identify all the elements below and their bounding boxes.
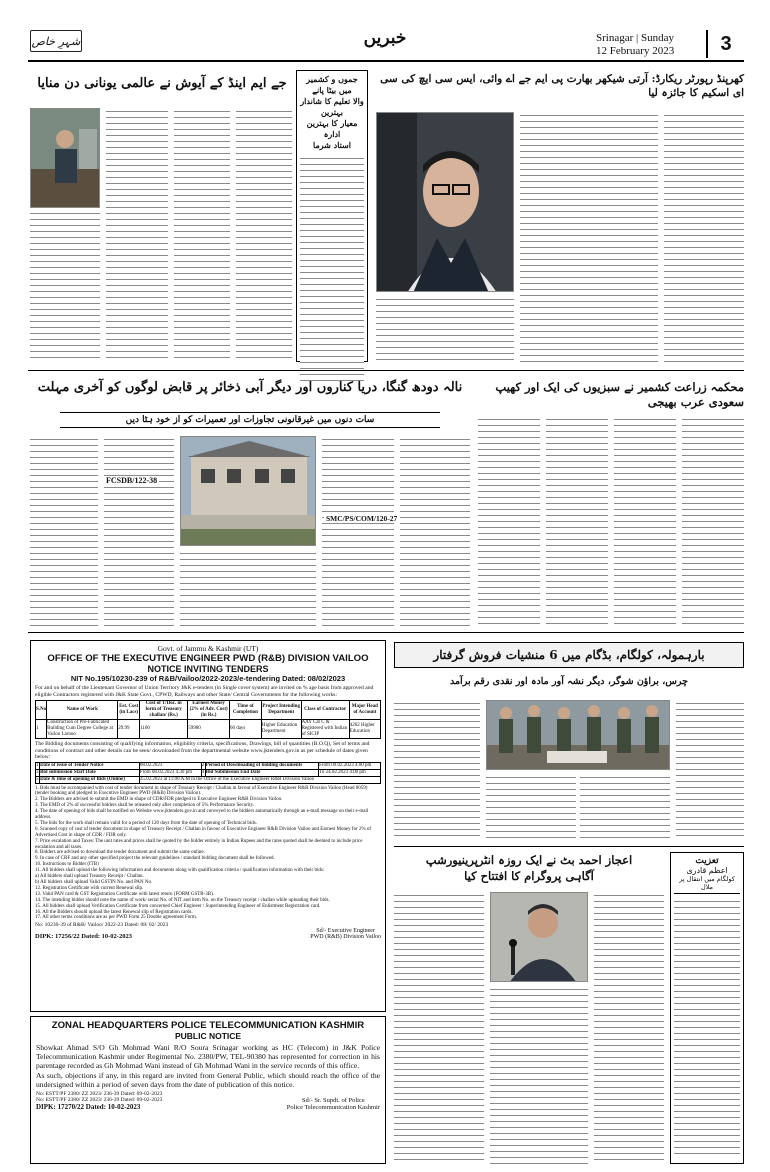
tender-condition-item: 11. All bidders shall upload the following information and documents along with qualification criteria / qualification information with their bids: xyxy=(35,868,325,874)
tender-condition-item: 6. Scanned copy of cost of tender document in shape of Treasury Receipt / Challan in favour of Executive Engineer R&B Division Vailoo and Earnest Money for 2% of Advertised Cost in shape of CDR / FDR only. xyxy=(35,826,372,838)
body-text-column xyxy=(682,416,744,626)
table-row xyxy=(36,720,381,739)
headline-line: آگاہی پروگرام کا افتتاح کیا xyxy=(464,869,594,883)
table-cell: 60 days xyxy=(229,720,261,739)
tender-notice xyxy=(30,640,386,1012)
building-photo xyxy=(180,436,316,546)
section-rule xyxy=(394,846,744,847)
table-header-cell: Time of Completion xyxy=(229,701,261,720)
tender-signatory xyxy=(310,928,381,940)
edition-date: 12 February 2023 xyxy=(596,45,675,57)
subheadline-mid-left: سات دنوں میں غیرقانونی تجاوزات اور تعمیرات کو از خود ہٹا دیں xyxy=(60,412,440,428)
table-cell: 08.02.2023 xyxy=(139,762,201,769)
body-text-column xyxy=(180,550,316,626)
signatory-line: Sd/- Sr. Supdt. of Police xyxy=(301,1097,365,1104)
body-text-column xyxy=(394,700,480,840)
body-text-column xyxy=(30,436,98,626)
workshop-photo xyxy=(30,108,100,208)
table-header-cell: Cost of T/Doc. in form of Treasury challan/ (Rs.) xyxy=(140,701,188,720)
headline-line: جموں و کشمیر میں بیٹا پانے xyxy=(306,74,358,95)
section-rule xyxy=(28,370,744,371)
tender-condition-item: 9. In case of CRF and any other specified project the relevant guidelines / standard bidding document shall be followed. xyxy=(35,856,275,862)
body-text-column xyxy=(30,210,100,358)
tender-condition-item: 10. Instructions to Bidder (ITB) xyxy=(35,862,99,868)
tender-gov-line: Govt. of Jammu & Kashmir (UT) xyxy=(157,644,259,653)
tender-condition-item: 8. Bidders are advised to download the tender document and submit the same online. xyxy=(35,850,205,856)
tender-condition-item: 1. Bids must be accompanied with cost of tender document in shape of Treasury Receipt / Challan in favour of Executive Engineer R&B Division Vailoo (Head 0059) (tender booking and pledged to Executive Engineer PWD (R&B) Division Vailoo). xyxy=(35,785,368,797)
subheadline-lower-right: چرس، براؤن شوگر، دیگر نشہ آور مادہ اور نقدی رقم برآمد xyxy=(449,676,689,687)
body-text-column xyxy=(594,892,664,1164)
tender-footer-no: No: 10230-39 of R&B/ Vailoo/ 2022-23 Dated: 08/ 02/ 2023 xyxy=(35,922,169,929)
police-notice-ref: No: ESTT/PF 2380/ ZZ 2023/ 236-39 Dated: 09-02-2023 xyxy=(36,1091,163,1097)
body-text-column xyxy=(236,108,292,358)
tender-condition-item: 15. All bidders shall upload Verification Certificate from concerned Chief Engineer / Superintending Engineer of Enlistment Registration card. xyxy=(35,903,321,909)
table-cell: Bid Submission End Date xyxy=(205,769,318,776)
police-group-photo xyxy=(486,700,670,770)
edition-city-day: Srinagar | Sunday xyxy=(596,32,674,44)
body-text-column xyxy=(174,108,230,358)
police-notice-subtitle: PUBLIC NOTICE xyxy=(174,1031,242,1041)
table-header-cell: Class of Contractor xyxy=(301,701,349,720)
police-notice-ref: No: ESTT/PF 2380/ ZZ 2023/ 236-39 Dated: 09-02-2023 xyxy=(36,1097,163,1103)
body-text-column xyxy=(106,108,168,358)
notice-reference: SMC/PS/COM/120-27 xyxy=(326,514,398,523)
table-cell: AAY Cat C & Registered with Indian of SICIP xyxy=(301,720,349,739)
table-cell: From 09.02.2023 4.00 pm xyxy=(319,762,381,769)
tender-condition-item: 14. The intending bidder should note the name of work/ serial No. of NIT and item No. on the Treasury receipt / challan while uploading their bids. xyxy=(35,897,330,903)
tender-condition-item: 7. Price escalation and Taxes: The unit rates and prices shall be quoted by the bidder entirely in Indian Rupees and the rates quoted shall be deemed to include price escalation and all taxes. xyxy=(35,838,363,850)
tender-intro: For and on behalf of the Lieutenant Governor of Union Territory J&K e-tenders (in Single cover system) are invited on % age basis from approved and eligible Contractors registered with J&K State Govt., CPWD, Railways and other State/ Central Governments for the following works: xyxy=(35,685,374,698)
headline-line: استاد شرما xyxy=(313,140,351,150)
boxed-story-headline xyxy=(300,74,364,151)
body-text-column xyxy=(322,436,394,626)
masthead xyxy=(0,0,770,58)
table-cell: Period of Downloading of bidding documents xyxy=(205,762,318,769)
obituary-line: کولگام میں انتقال پر ملال xyxy=(674,875,740,894)
tender-conditions xyxy=(35,786,381,922)
tender-condition-item: a) All bidders shall upload Treasury Receipt / Challan. xyxy=(35,874,144,880)
table-cell: 3 xyxy=(36,769,39,775)
headline-line: اعجاز احمد بٹ نے ایک روزہ انٹرپرینیورشپ xyxy=(425,853,633,867)
body-text-column xyxy=(580,774,670,840)
table-cell: Higher Education Department xyxy=(261,720,301,739)
body-text-column xyxy=(478,416,540,626)
headline-line: والا تعلیم کا شاندار بہترین xyxy=(300,96,364,117)
tender-condition-item: 4. The date of opening of bids shall be notified on Website www.jktenders.gov.in and conveyed to the bidders automatically through an e-mail message on their e-mail address. xyxy=(35,809,369,821)
notice-reference: FCSDB/122-38 xyxy=(106,476,158,485)
police-notice-body: Showkat Ahmad S/O Gh Mohmad Wani R/O Soura Srinagar working as HC (Telecom) in J&K Police Telecommunication Kashmir under Regimental No. 2380/PW, TEL-90380 has represented for correction in his parentage recorded as Gh Mohmad Wani instead of Gh Mohmad Wani in the service records of this office. xyxy=(36,1043,380,1070)
body-text-column xyxy=(546,416,608,626)
table-cell: Construction of Pre-Fabricated Building Cum Degree College at Vailoo Larnoo xyxy=(47,720,118,739)
body-text-column xyxy=(674,898,740,1158)
table-header-row xyxy=(36,701,381,720)
police-notice-body: As such, objections if any, in this regard are invited from General Public, which should reach the office of the undersigned within a period of seven days from the date of publication of this notice. xyxy=(36,1071,380,1089)
headline-mid-left: نالہ دودھ گنگا، دریا کناروں اور دیگر آبی ذخائر پر قابض لوگوں کو آخری مہلت xyxy=(37,380,463,395)
table-row xyxy=(36,762,381,769)
table-header-cell: Project Intending Department xyxy=(261,701,301,720)
speaker-photo xyxy=(490,892,588,982)
tender-works-table xyxy=(35,700,381,739)
headline-lower-right: بارہمولہ، کولگام، بڈگام میں 6 منشیات فروش گرفتار xyxy=(433,648,705,662)
table-cell: Date of issue of Tender Notice xyxy=(40,762,140,769)
headline-line: معیار کا بہترین ادارہ xyxy=(306,118,358,139)
body-text-column xyxy=(104,436,174,626)
tender-condition-item: 5. The bids for the work shall remain valid for a period of 120 days from the date of opening of Technical bids. xyxy=(35,820,257,826)
man-portrait-icon xyxy=(377,113,514,292)
body-text-column xyxy=(614,416,676,626)
table-cell: To 24.02.2023 4.00 pm xyxy=(319,769,381,776)
body-text-column xyxy=(486,774,576,840)
tender-office-title: OFFICE OF THE EXECUTIVE ENGINEER PWD (R&B) DIVISION VAILOO xyxy=(47,653,369,664)
police-notice-refs xyxy=(36,1091,162,1111)
table-cell: 59980 xyxy=(188,720,230,739)
table-header-cell: Name of Work xyxy=(47,701,118,720)
man-in-workshop-icon xyxy=(31,109,100,208)
man-speaking-at-mic-icon xyxy=(491,893,588,982)
body-text-column xyxy=(520,112,658,362)
tender-condition-item: 2. The Bidders are advised to submit the EMD in shape of CDR/FDR pledged to Executive Engineer R&B Division Vailoo. xyxy=(35,797,283,803)
body-text-column xyxy=(490,986,588,1164)
headline-top-left: جے ایم اینڈ کے آیوش نے عالمی یونانی دن منایا xyxy=(37,76,287,91)
tender-nit-line: NIT No.195/10230-239 of R&B/Vailoo/2022-2023/e-tendering Dated: 08/02/2023 xyxy=(70,674,346,683)
obituary-subheading: اعظم قادری xyxy=(686,866,728,875)
table-cell: 2 xyxy=(201,762,205,768)
table-cell: 4 xyxy=(201,769,205,775)
tender-notice-title: NOTICE INVITING TENDERS xyxy=(147,664,269,674)
tender-condition-item: b) All bidders shall upload Valid GSTIN No. and PAN No. xyxy=(35,880,153,885)
table-cell: 25.02.2023 at 11:00 A.M in the Office of the Executive Engineer R&B Division Vailoo xyxy=(139,776,380,783)
headline-entrepreneurship xyxy=(394,852,664,884)
logo-text: شہرِ خاص xyxy=(31,34,81,48)
table-header-cell: Earnest Money (2% of Adv. Cost) (in Rs.) xyxy=(189,701,228,718)
section-title: خبریں xyxy=(363,28,407,48)
police-public-notice xyxy=(30,1016,386,1164)
police-notice-signatory xyxy=(287,1097,380,1111)
page-number-box xyxy=(706,30,744,58)
headline-mid-right: محکمہ زراعت کشمیر نے سبزیوں کی ایک اور کھیپ سعودی عرب بھیجی xyxy=(495,380,744,409)
logo xyxy=(30,30,82,52)
table-cell: 29.99 xyxy=(118,720,140,739)
signatory-line: PWD (R&B) Division Vailoo xyxy=(310,934,381,941)
police-notice-dipk: DIPK: 17270/22 Dated: 10-02-2023 xyxy=(36,1103,141,1111)
table-cell: 1100 xyxy=(140,720,188,739)
table-row xyxy=(36,769,381,776)
tender-footer xyxy=(35,928,381,940)
table-header-cell: Major Head of Account xyxy=(349,701,380,720)
tender-dipk: DIPK: 17256/22 Dated: 10-02-2023 xyxy=(35,933,132,941)
table-cell: Bid submission Start Date xyxy=(40,769,140,776)
page-number: 3 xyxy=(720,32,732,55)
boxed-story xyxy=(296,70,368,362)
body-text-column xyxy=(300,155,364,381)
body-text-column xyxy=(676,700,744,840)
body-text-column xyxy=(400,436,470,626)
tender-condition-item: 17. All other terms conditions are as per PWD Form 25 Double agreement Form. xyxy=(35,915,198,921)
tender-condition-item: 16. All the Bidders should upload the latest Renewal slip of Registration cards. xyxy=(35,909,193,915)
police-notice-footer xyxy=(36,1091,380,1111)
body-text-column xyxy=(376,296,514,362)
headline-banner xyxy=(394,642,744,668)
table-cell: 1 xyxy=(36,762,39,768)
table-row xyxy=(36,776,381,783)
obituary-heading: تعزیت xyxy=(695,856,719,866)
table-header-cell: Est. Cost (in Lacs) xyxy=(118,701,140,720)
table-cell: Date & time of opening of Bids (Online) xyxy=(40,776,140,783)
header-rule xyxy=(28,60,744,62)
signatory-line: Sd/- Executive Engineer xyxy=(316,928,375,935)
police-group-photo-icon xyxy=(487,701,670,770)
table-header-cell: S.No xyxy=(36,701,47,720)
table-cell: From 08.02.2023 4.30 pm xyxy=(139,769,201,776)
table-cell: 4202 Higher Education xyxy=(349,720,380,739)
section-rule xyxy=(28,632,744,633)
table-cell: 5 xyxy=(36,776,39,782)
body-text-column xyxy=(394,892,484,1164)
headline-top-right: کھرپنڈ رپورٹر ریکارڈ: آرتی شیکھر بھارت پی ایم جے اے وائی، ایس سی ایچ کی سی ای اسکیم کا جائزہ لیا xyxy=(380,73,744,99)
building-with-wall-icon xyxy=(181,437,316,546)
table-cell: 1 xyxy=(36,720,47,739)
signatory-line: Police Telecommunication Kashmir xyxy=(286,1104,380,1111)
police-notice-title: ZONAL HEADQUARTERS POLICE TELECOMMUNICATION KASHMIR xyxy=(51,1020,365,1031)
tender-condition-item: 13. Valid PAN card & GST Registration Certificate with latest return (FORM GSTR-3B). xyxy=(35,891,215,897)
obituary-box xyxy=(670,852,744,1164)
body-text-column xyxy=(664,112,744,362)
portrait-photo xyxy=(376,112,514,292)
tender-schedule-table xyxy=(35,762,381,784)
tender-condition-item: 12. Registration Certificate with current Renewal slip. xyxy=(35,885,144,891)
tender-condition-item: 3. The EMD of 2% of successful bidders shall be released only after completion of 5% Performance Security. xyxy=(35,803,255,809)
tender-schedule-intro: The Bidding documents consisting of qualifying information, eligibility criteria, specifications, Drawings, bill of quantities (B.O.Q), Set of terms and conditions of contract and other details can be seen/ downloaded from the departmental website www.jktenders.gov.in as per schedule of dates given below: xyxy=(35,741,370,760)
